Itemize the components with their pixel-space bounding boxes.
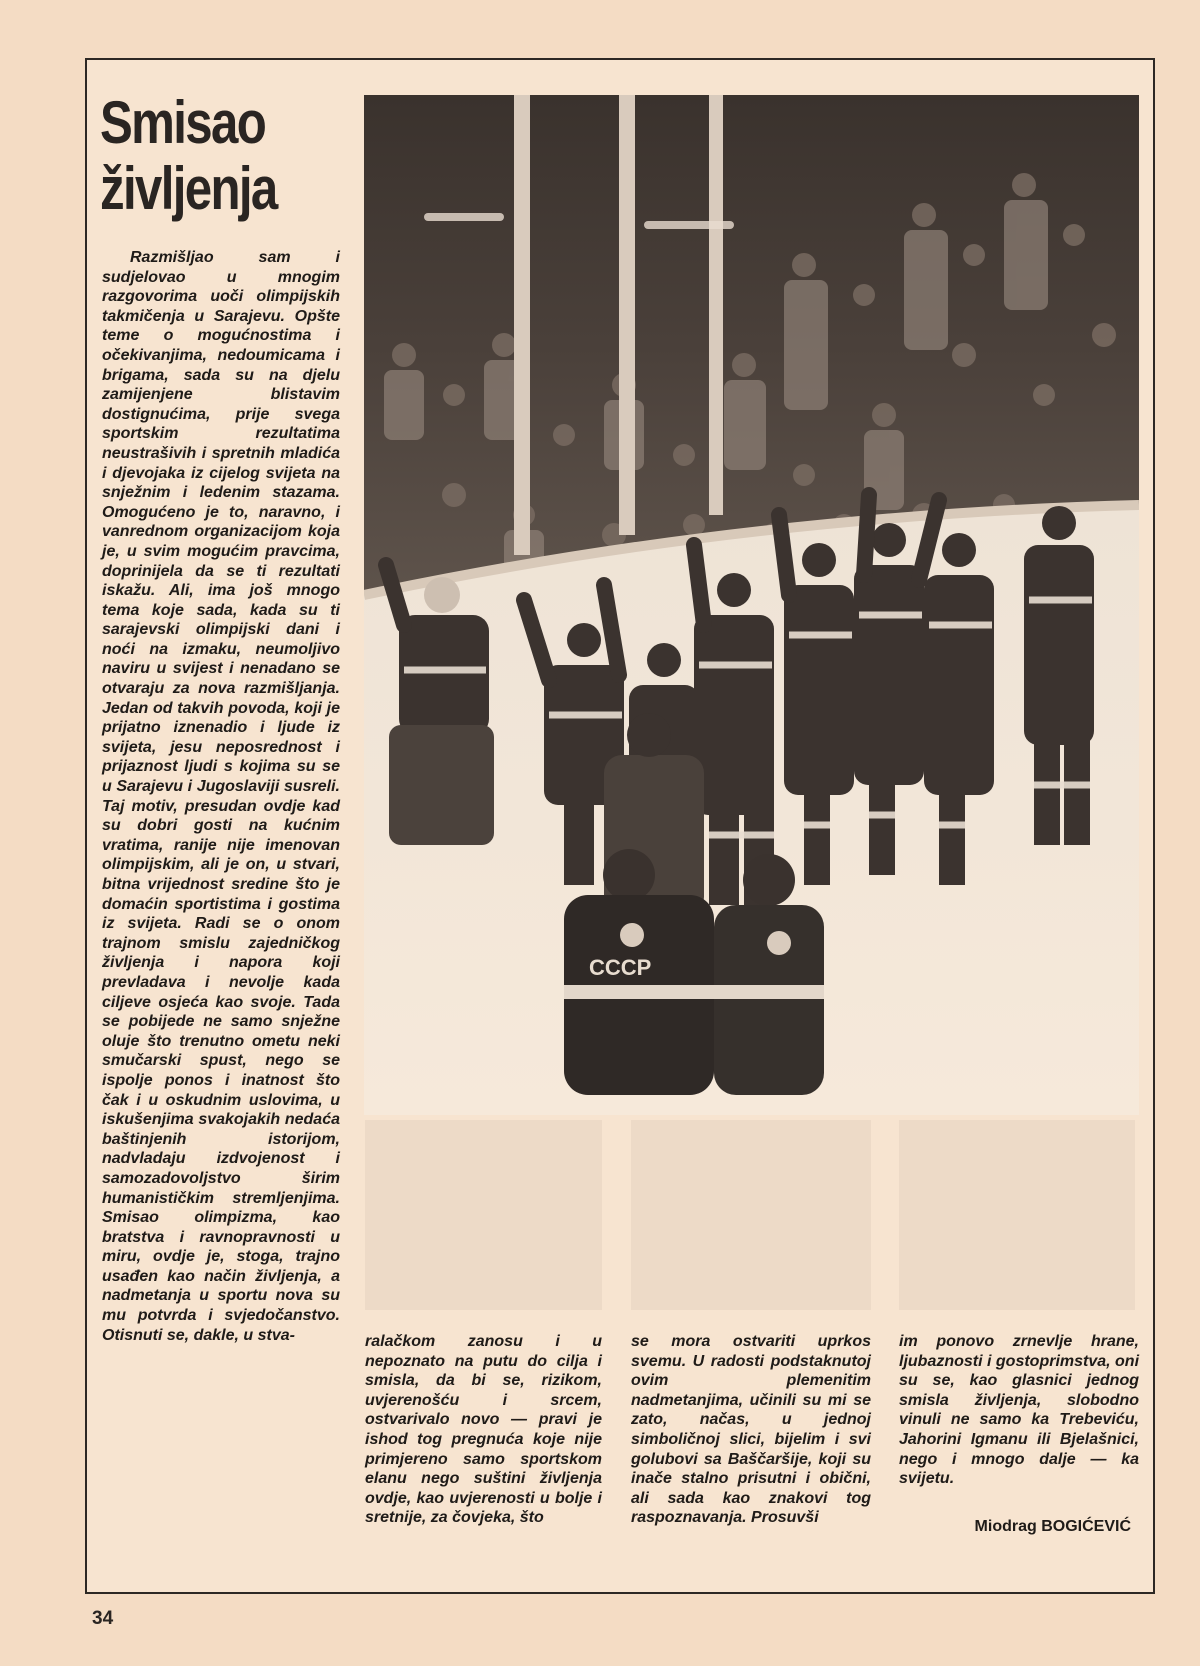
bleed-through-block	[365, 1120, 602, 1310]
author-name: Miodrag BOGIĆEVIĆ	[974, 1518, 1131, 1535]
hockey-team-photo	[364, 95, 1139, 1115]
bleed-through-block	[899, 1120, 1135, 1310]
title-line-2: življenja	[100, 155, 277, 222]
title-line-1: Smisao	[100, 89, 266, 156]
article-title	[100, 90, 305, 222]
article-column-3: se mora ostvariti uprkos svemu. U radosti podstaknutoj ovim plemenitim nadmetanjima, učinili su mi se zato, načas, u jednoj simboličnoj slici, bijelim i svi golubovi sa Baščaršije, koji su inače stalno prisutni i obični, ali sada kao znakovi tog raspoznavanja. Prosuvši	[631, 1333, 871, 1527]
article-column-2: ralačkom zanosu i u nepoznato na putu do cilja i smisla, da bi se, rizikom, uvjerenošću i srcem, ostvarivalo novo — pravi je ishod tog pregnuća koje nije primjereno samo sportskom elanu nego suštini življenja ovdje, kao uvjerenosti u bolje i sretnije, za čovjeka, što	[365, 1333, 602, 1527]
page-number: 34	[92, 1608, 114, 1629]
bleed-through-block	[631, 1120, 871, 1310]
article-column-4: im ponovo zrnevlje hrane, ljubaznosti i gostoprimstva, oni su se, kao glasnici jednog smisla življenja, slobodno vinuli ne samo ka Trebeviću, Jahorini Igmanu ili Bjelašnici, nego i mnogo dalje — ka svijetu.	[899, 1333, 1140, 1488]
article-column-1: Razmišljao sam i sudjelovao u mnogim razgovorima uoči olimpijskih takmičenja u Sarajevu. Opšte teme o mogućnostima i očekivanjima, nedoumicama i brigama, sada su na djelu zamijenjene blistavim dostignućima, prije svega sportskim rezultatima neustrašivih i spretnih mladića i djevojaka iz cijelog svijeta na snježnim i ledenim stazama. Omogućeno je to, naravno, i vanrednom organizacijom koja je, u svim mogućim pravcima, doprinijela da se ti rezultati iskažu. Ali, ima još mnogo tema koje sada, kada su ti sarajevski olimpijski dani i noći na izmaku, neumoljivo naviru u svijest i nenadano se otvaraju za nova razmišljanja. Jedan od takvih povoda, koji je prijatno iznenadio i ljude iz svijeta, jesu neposrednost i prijaznost ljudi s kojima su se u Sarajevu i Jugoslaviji susreli. Taj motiv, presudan ovdje kad su dobri gosti na kućnim vratima, ranije nije imenovan olimpijskim, ali je on, u stvari, bitna vrijednost sredine što je domaćin sportistima i gostima iz svijeta. Radi se o onom trajnom smislu zajedničkog življenja i napora koji prevladava i nevolje kada ciljeve osjeća kao svoje. Tada se pobijede ne samo snježne oluje što trenutno ometu neki smučarski spust, nego se ispolje ponos i inatnost što čak i u oskudnim uslovima, u iskušenjima svakojakih nedaća baštinjenih istorijom, nadvladaju izdvojenost i samozadovoljstvo širim humanističkim stremljenjima. Smisao olimpizma, kao bratstva i ravnopravnosti u miru, ovdje je, stoga, trajno usađen kao način življenja, a nadmetanja u sportu nova su mu potvrda i svjedočanstvo. Otisnuti se, dakle, u stva-	[102, 249, 340, 1344]
jersey-cccp-text: CCCP	[589, 955, 652, 980]
